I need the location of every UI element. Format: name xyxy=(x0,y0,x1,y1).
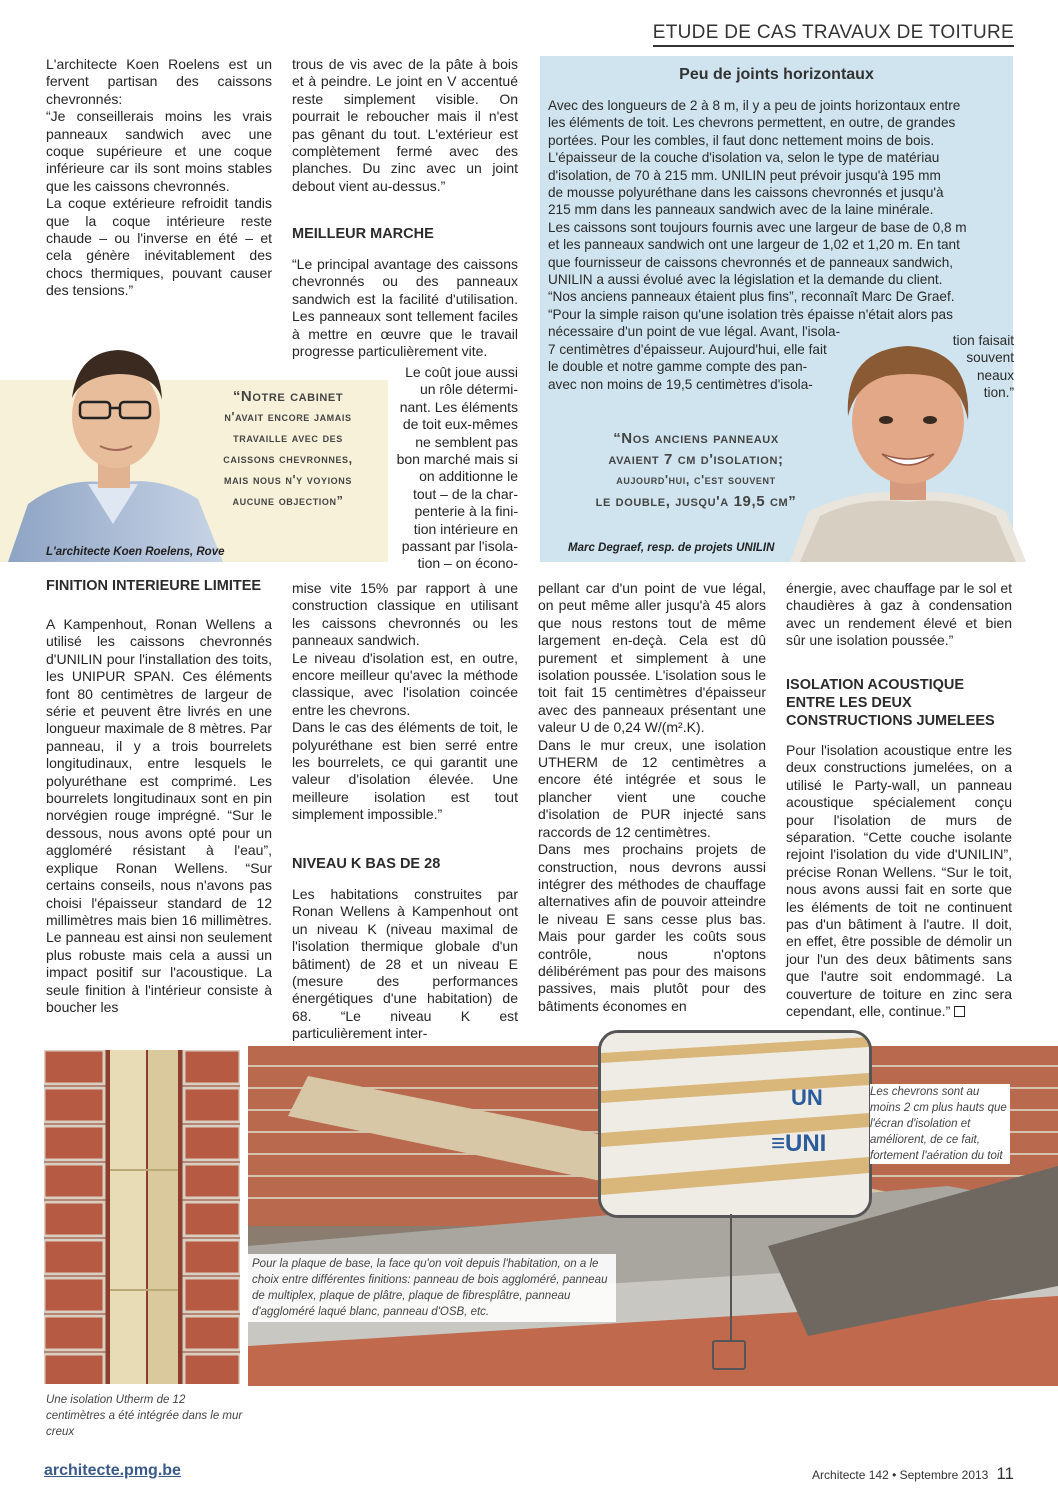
wrap-line: penterie à la fini- xyxy=(414,503,518,520)
box-line: Avec des longueurs de 2 à 8 m, il y a peu de joints horizontaux entre xyxy=(548,98,961,113)
box-fragment: souvent xyxy=(966,350,1014,366)
callout-box xyxy=(712,1340,746,1370)
wrap-line: ne semblent pas xyxy=(415,433,518,450)
paragraph: Pour l'isolation acoustique entre les deux constructions jumelées, on a utilisé le Party-wall, un panneau acoustique spécialement conçu pour l'isolation de murs de séparation. “Cette couche isolante rejoint l'isolation du vide d'UNILIN”, précise Ronan Wellens. “Sur le toit, nous avons aussi fait en sorte que les éléments de toit ne continuent pas d'un bâtiment à l'autre. Il doit, en effet, être possible de démolir un jour l'un des deux bâtiments sans que l'autre soit endommagé. La couverture de toiture en zinc sera cependant, elle, continue.” xyxy=(786,742,1012,1020)
pull-quote-line: mais nous n'y voyions xyxy=(223,473,352,487)
paragraph: A Kampenhout, Ronan Wellens a utilisé les caissons chevronnés d'UNILIN pour l'installation des toits, les UNIPUR SPAN. Ces éléments font 80 centimètres de largeur de série et peuvent être livrés en une longueur maximale de 8 mètres. Par panneau, il y a trois bourrelets longitudinaux, entre lesquels le polyuréthane est comprimé. Les bourrelets longitudinaux sont en pin norvégien rouge imprégné. “Sur le dessous, nous avons opté pour un aggloméré résistant à l'eau”, explique Ronan Wellens. “Sur certains conseils, nous n'avons pas choisi l'épaisseur standard de 12 millimètres mais bien 16 millimètres. Le panneau est ainsi non seulement plus robuste mais cela a aussi un impact positif sur l'acoustique. La seule finition à l'intérieur consiste à boucher les xyxy=(46,616,272,1015)
finition-paragraph xyxy=(46,616,272,1016)
paragraph: “Le principal avantage des caissons chevronnés ou des panneaux sandwich est la facilité d'utilisation. Les panneaux sont tellement faciles à mettre en œuvre que le travail progresse particulièrement vite. xyxy=(292,256,518,360)
footer-issue-text: Architecte 142 • Septembre 2013 xyxy=(812,1468,989,1482)
box-line: “Nos anciens panneaux étaient plus fins”, reconnaît Marc De Graef. xyxy=(548,289,955,305)
meilleur-continuation xyxy=(292,580,518,824)
pull-quote-line: n'avait encore jamais xyxy=(224,410,352,424)
wrap-line: on additionne le xyxy=(419,468,518,485)
pull-quote-line: “Notre cabinet xyxy=(232,388,344,405)
pull-quote-line: caissons chevronnes, xyxy=(223,452,353,466)
section-title: ETUDE DE CAS TRAVAUX DE TOITURE xyxy=(653,22,1014,47)
box-line: et les panneaux sandwich ont une largeur de 1,02 et 1,20 m. En tant xyxy=(548,237,960,253)
column-4-bottom xyxy=(786,580,1012,650)
box-line: 7 centimètres d'épaisseur. Aujourd'hui, elle fait xyxy=(548,341,827,357)
pull-quote-line: aucune objection” xyxy=(232,494,344,508)
wrap-line: tout – de la char- xyxy=(412,485,518,502)
wrap-line: tion – on écono- xyxy=(417,555,518,572)
acoustique-paragraph xyxy=(786,742,1012,1021)
box-line: UNILIN a aussi évolué avec la législation et la demande du client. xyxy=(548,272,943,288)
paragraph: mise vite 15% par rapport à une construction classique en utilisant les caissons chevronnés ou les panneaux sandwich. xyxy=(292,580,518,649)
box-line: que fournisseur de caissons chevronnés et de panneaux sandwich, xyxy=(548,254,954,270)
callout-line xyxy=(730,1214,732,1342)
caption-wall: Une isolation Utherm de 12 centimètres a été intégrée dans le mur creux xyxy=(46,1394,243,1438)
box-line: d'isolation, de 70 à 215 mm. UNILIN peut prévoir jusqu'à 195 mm xyxy=(548,167,941,183)
paragraph: énergie, avec chauffage par le sol et chaudières à gaz à condensation avec un rendement élevé et bien sûr une isolation poussée.” xyxy=(786,580,1012,649)
heading-isolation-acoustique: ISOLATION ACOUSTIQUE ENTRE LES DEUX CONSTRUCTIONS JUMELEES xyxy=(786,677,995,729)
box-right-fragments xyxy=(953,332,1014,402)
box-line: de mousse polyuréthane dans les caissons chevronnés et jusqu'à xyxy=(548,185,944,201)
unilin-logo-icon: UN xyxy=(791,1085,823,1110)
wrap-line: de toit eux-mêmes xyxy=(402,416,518,433)
wrap-line: nant. Les éléments xyxy=(399,398,518,415)
pull-quote-line: aujourd'hui, c'est souvent xyxy=(616,473,776,487)
paragraph: Dans mes prochains projets de construction, nous devrons aussi intégrer des méthodes de chauffage alternatives afin de pouvoir atteindre le niveau E sans cesse plus bas. Mais pour garder les coûts sous contrôle, nous n'optons délibérément pas pour des maisons passives, mais plutôt pour des bâtiments économes en xyxy=(538,841,766,1014)
box-fragment: neaux xyxy=(976,367,1014,383)
pull-quote-left xyxy=(190,386,386,512)
paragraph: Les habitations construites par Ronan Wellens à Kampenhout ont un niveau K (niveau maximal de l'isolation thermique globale d'un bâtiment) de 28 et un niveau E (mesure des performances énergétiques d'une habitation) de 68. “Le niveau K est particulièrement inter- xyxy=(292,886,518,1042)
page-number: 11 xyxy=(996,1464,1014,1483)
svg-text:≡UNI: ≡UNI xyxy=(771,1130,827,1157)
box-line: nécessaire d'un point de vue légal. Avant, l'isola- xyxy=(548,324,841,340)
paragraph: Dans le cas des éléments de toit, le polyuréthane est bien serré entre les bourrelets, ce qui garantit une valeur d'isolation élevée. Une meilleure isolation est tout simplement impossible.” xyxy=(292,719,518,823)
heading-meilleur-marche: MEILLEUR MARCHE xyxy=(292,226,434,242)
wrap-line: un rôle détermi- xyxy=(419,381,518,398)
niveau-paragraph xyxy=(292,886,518,1043)
footer-site-link[interactable]: architecte.pmg.be xyxy=(44,1462,181,1479)
portrait-caption-left: L'architecte Koen Roelens, Rove xyxy=(46,546,225,558)
paragraph: La coque extérieure refroidit tandis que la coque intérieure reste chaude – ou l'inverse en été – et cela génère inévitablement des chocs thermiques, pouvant causer des tensions.” xyxy=(46,195,272,299)
portrait-caption-right: Marc Degraef, resp. de projets UNILIN xyxy=(568,542,775,554)
column-1-top xyxy=(46,56,272,300)
paragraph: L'architecte Koen Roelens est un fervent partisan des caissons chevronnés: xyxy=(46,56,272,107)
box-line: L'épaisseur de la couche d'isolation va, selon le type de matériau xyxy=(548,150,940,166)
paragraph: trous de vis avec de la pâte à bois et à peindre. Le joint en V accentué reste simplement visible. On pourrait le reboucher mais il n'est pas gênant du tout. L'extérieur est complètement fermé avec des planches. Du zinc avec un joint debout vient au-dessus.” xyxy=(292,56,518,194)
meilleur-paragraph-1 xyxy=(292,256,518,360)
column-3-bottom xyxy=(538,580,766,1015)
box-title: Peu de joints horizontaux xyxy=(679,66,874,83)
pull-quote-right xyxy=(548,428,844,512)
wrap-line: tion intérieure en xyxy=(413,520,518,537)
photo-inset-rafters xyxy=(598,1030,872,1218)
wrap-line: Le coût joue aussi xyxy=(405,364,518,380)
paragraph: pellant car d'un point de vue légal, on peut même aller jusqu'à 45 alors que nous restons tout de même largement en-deçà. Cela est dû purement et simplement à une isolation poussée. L'isolation sous le toit fait 15 centimètres d'épaisseur avec des panneaux présentant une valeur U de 0,24 W/(m².K). xyxy=(538,580,766,736)
pull-quote-line: “Nos anciens panneaux xyxy=(613,430,779,447)
paragraph: “Je conseillerais moins les vrais panneaux sandwich avec une coque supérieure et une coque inférieure car ils sont moins stables que les caissons chevronnés. xyxy=(46,108,272,194)
caption-ceiling: Pour la plaque de base, la face qu'on voit depuis l'habitation, on a le choix entre différentes finitions: panneau de bois aggloméré, panneau de multiplex, plaque de plâtre, plaque de fibresplâtre, panneau d'aggloméré laqué blanc, panneau d'OSB, etc. xyxy=(248,1254,616,1322)
pull-quote-line: travaille avec des xyxy=(233,431,343,445)
wrap-line: passant par l'isola- xyxy=(401,538,518,555)
caption-rafters: Les chevrons sont au moins 2 cm plus hauts que l'écran d'isolation et améliorent, de ce fait, fortement l'aération du toit xyxy=(870,1084,1010,1164)
paragraph: Dans le mur creux, une isolation UTHERM de 12 centimètres a encore été intégrée et sous le plancher vient une couche d'isolation de PUR injecté sans raccords de 12 centimètres. xyxy=(538,736,766,840)
paragraph: Le niveau d'isolation est, en outre, encore meilleur qu'avec la méthode classique, avec l'isolation coincée entre les chevrons. xyxy=(292,649,518,718)
pull-quote-line: avaient 7 cm d'isolation; xyxy=(608,451,784,468)
heading-niveau-k: NIVEAU K BAS DE 28 xyxy=(292,856,441,872)
box-fragment: tion.” xyxy=(983,385,1014,401)
pull-quote-line: le double, jusqu'a 19,5 cm” xyxy=(595,493,797,510)
column-2-top xyxy=(292,56,518,195)
footer-issue xyxy=(812,1464,1014,1484)
heading-finition: FINITION INTERIEURE LIMITEE xyxy=(46,578,262,594)
box-line: avec non moins de 19,5 centimètres d'isola- xyxy=(548,376,813,392)
box-line: portées. Pour les combles, il faut donc nettement moins de bois. xyxy=(548,132,935,148)
box-line: Les caissons sont toujours fournis avec une largeur de base de 0,8 m xyxy=(548,219,967,235)
box-line: “Pour la simple raison qu'une isolation très épaisse n'était alors pas xyxy=(548,306,953,322)
box-line: 215 mm dans les panneaux sandwich avec de la laine minérale. xyxy=(548,202,934,218)
wrap-line: bon marché mais si xyxy=(396,451,518,468)
meilleur-wrap xyxy=(392,364,518,573)
end-mark-icon xyxy=(954,1006,965,1017)
photo-wall-insulation xyxy=(44,1050,240,1384)
box-fragment: tion faisait xyxy=(952,333,1014,348)
box-line: les éléments de toit. Les chevrons permettent, en outre, de grandes xyxy=(548,115,956,131)
box-line: le double et notre gamme compte des pan- xyxy=(548,359,808,375)
